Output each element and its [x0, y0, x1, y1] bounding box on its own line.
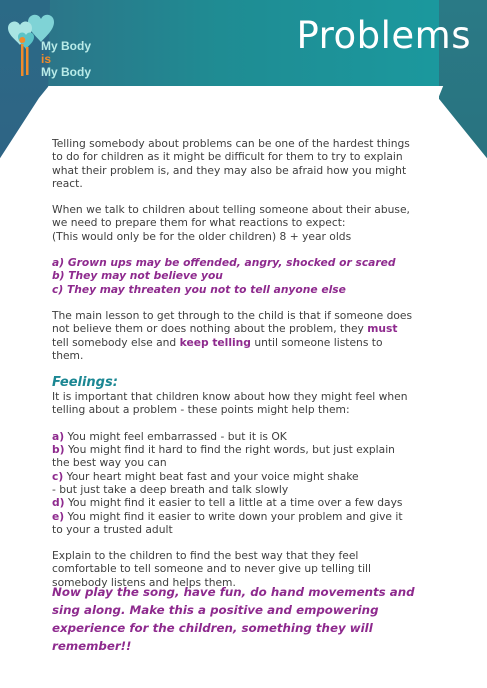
feeling-text: You might feel embarrassed - but it is OK	[64, 429, 287, 443]
feeling-item-c	[52, 470, 359, 483]
feelings-heading: Feelings:	[52, 375, 118, 391]
keyword-keep-telling: keep telling	[179, 335, 251, 349]
lesson-text-3: until someone listens to them.	[52, 335, 383, 362]
logo-line-3: My Body	[41, 65, 92, 79]
reaction-item: b) They may not believe you	[52, 269, 223, 283]
closing-message: Now play the song, have fun, do hand movements and sing along. Make this a positive and empowering experience for the children, something they will remember!!	[52, 585, 415, 653]
feelings-intro: It is important that children know about how they might feel when telling about a problem - these points might help them:	[52, 390, 408, 417]
feeling-label: a)	[52, 429, 65, 443]
lesson-text-1: The main lesson to get through to the child is that if someone does not believe them or does nothing about the problem, they	[52, 308, 413, 336]
feeling-label: c)	[52, 469, 64, 483]
main-lesson-paragraph	[52, 309, 414, 362]
feeling-label: e)	[52, 509, 65, 523]
lesson-text-2: tell somebody else and	[52, 335, 180, 349]
main-content	[52, 137, 414, 602]
feeling-label: b)	[52, 443, 65, 457]
feeling-item-a	[52, 430, 287, 443]
logo-line-2: is	[41, 52, 52, 66]
reaction-item: a) Grown ups may be offended, angry, shocked or scared	[52, 256, 396, 270]
age-note: (This would only be for the older children) 8 + year olds	[52, 229, 352, 243]
reaction-item: c) They may threaten you not to tell anyone else	[52, 282, 346, 296]
reactions-list	[52, 256, 414, 296]
feeling-text: You might find it easier to tell a little at a time over a few days	[64, 496, 403, 510]
intro-paragraph: Telling somebody about problems can be one of the hardest things to do for children as it might be difficult for them to try to explain what their problem is, and they may also be afraid how you might react.	[52, 137, 410, 190]
feeling-item-b	[52, 443, 395, 469]
feeling-text: You might find it hard to find the right words, but just explain the best way you can	[52, 443, 395, 470]
logo-text	[41, 40, 91, 79]
feeling-item-c-continued: - but just take a deep breath and talk slowly	[52, 482, 289, 496]
feelings-list	[52, 430, 414, 536]
logo	[4, 6, 124, 84]
feeling-text: You might find it easier to write down your problem and give it to your a trusted adult	[52, 509, 403, 536]
feeling-item-d	[52, 496, 403, 509]
keyword-must: must	[367, 322, 398, 336]
feeling-label: d)	[52, 496, 65, 510]
feeling-item-e	[52, 510, 403, 536]
reactions-intro	[52, 203, 414, 243]
explain-paragraph: Explain to the children to find the best way that they feel comfortable to tell someone and to never give up telling till somebody listens and helps them.	[52, 549, 371, 589]
feeling-text: Your heart might beat fast and your voice might shake	[63, 469, 359, 483]
page-title: Problems	[296, 14, 471, 57]
logo-line-1: My Body	[41, 39, 92, 53]
reactions-intro-text: When we talk to children about telling someone about their abuse, we need to prepare them for what reactions to expect:	[52, 203, 410, 230]
